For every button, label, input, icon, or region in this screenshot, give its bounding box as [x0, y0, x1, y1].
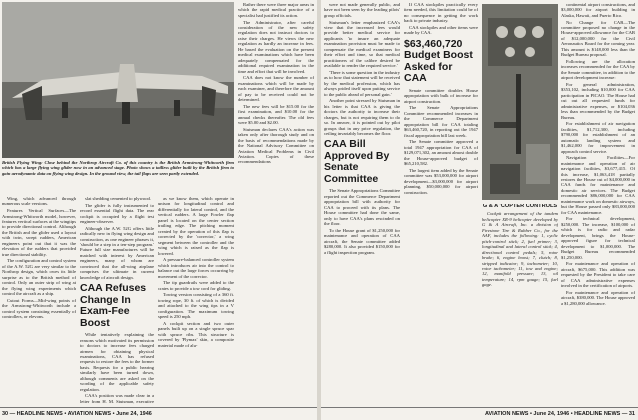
- paragraph: No Change for CAB—The committee proposed no change in the House-approved allowance for the CAB of $12,000,000 for the Civil Aeronautics Board for the coming year. This amount is $148,000 less than the Budget Bureau proposal.: [561, 19, 635, 58]
- paragraph: The new fees will be $15.00 for the first examination, and $10.00 for the annual checks thereafter. The old fees were $5.00 and $2.00.: [238, 103, 314, 126]
- copter-caption: [482, 204, 558, 404]
- paragraph: The tip guardrails were added to the crates to provide a tow cord for gliding.: [158, 280, 234, 291]
- paragraph: were not made generally public, and have not been seen by the leading pilots' group officials.: [324, 2, 400, 18]
- left-footer: 30 — HEADLINE NEWS • AVIATION NEWS • June 24, 1946: [2, 411, 152, 417]
- paragraph: Cutout Forms—Mid-wing points of the Armstrong-Whitworth include a control system consisting essentially of controllers, or elevons.: [2, 297, 76, 320]
- right-column-2: [404, 2, 478, 198]
- right-column-1: [324, 2, 400, 404]
- copter-controls-photo: [482, 4, 558, 200]
- right-column-4: [561, 2, 635, 404]
- paragraph: Another point stressed by Stutsman in his letter is that CAA is giving the doctors the authority to increase their charges, but is not requiring them to do so. In answer, it is pointed out by pilot groups that in any price regulation, the ceiling invariably becomes the floor.: [324, 98, 400, 136]
- headline-exam-fee: CAA Refuses Change In Exam-Fee Boost: [80, 282, 147, 329]
- caption-text: Cockpit arrangement of the tandem helicopter XR-9 helicopter developed by G & A Aircraft, Inc. a division of Firestone Tire & Rubber Co., for the AAF, includes the following: 1, cyclic pitch-control stick; 2, fuel primer; 3, longitudinal and lateral control stick; 4, directional control pedals; 5, rotor brake; 6, engine boost; 7, clutch; 8, stripped indicator; 9, tachometer; 10, rotor tachometer; 11, tow and engine; 12, manifold pressure; 13, oil temperature; 14, rpm gauge; 15, fuel gage.: [482, 211, 558, 288]
- paragraph: The Senate Appropriations Committee reported out the Commerce Department appropriation bill with authority for CAA to proceed with its plans. The House committee had done the same, only to have CAA's plans rescinded on the floor.: [324, 188, 400, 227]
- copter-cockpit-image: [482, 4, 558, 200]
- paragraph: CAA's position was made clear in a letter from H. M. Stutsman, executive: [80, 393, 154, 404]
- right-page: [321, 0, 638, 420]
- paragraph: The configuration and control system of the A.W. 52G are very similar to the Northrop design, which owes its little surprise as to the British method of control. Only an outer strip of wing at the flying wing experiments which control the aircraft as a ship.: [2, 258, 76, 297]
- left-column-4: [238, 2, 314, 402]
- paragraph: The largest item added by the Senate committee was $53,000,000 for airport development—$3,000,000 for airport planning, $50,000,000 for airport construction.: [404, 167, 478, 195]
- footer-rule: [321, 407, 638, 408]
- headline-caa-bill: CAA Bill Approved By Senate Committee: [324, 138, 390, 185]
- paragraph: 'There is some question in the industry as to how that statement will be received by the medical profession, which has always prided itself upon putting service to the public ahead of personal gain.': [324, 69, 400, 97]
- paragraph: continental airport constructions, and $3,000,000 for airport building in Alaska, Hawaii, and Puerto Rico.: [561, 2, 635, 18]
- flying-wing-image: [2, 2, 234, 158]
- left-column-1: [2, 196, 76, 404]
- left-column-2: [80, 196, 154, 404]
- paragraph: as we know them, which operate in unison for longitudinal control and differentially for lateral control, and the vertical rudders. A large Fowler flap panel is located on the center section trailing edge. The pitching moment created by the operation of this flap is corrected by the 'corrector,' a wing segment between the controller and the wing which is raised as the flap is lowered.: [158, 196, 234, 256]
- right-footer: AVIATION NEWS • June 24, 1946 • HEADLINE NEWS — 31: [484, 411, 635, 417]
- paragraph: Stutsman declares CAA's action was taken only after thorough study and on the basis of recommendations made by the National Advisory Committee on Aviation Medical Problems in Civil Aviation. Copies of these recommendations: [238, 126, 314, 165]
- paragraph: While tentatively explaining the reasons which motivated its permission to doctors to increase fees charged airmen for obtaining physical examinations, CAA has refused requests to restore the fees to the former basis. Requests for a public hearing similarly have been turned down, although comments are asked on the wording of the applicable safety regulation.: [80, 332, 154, 392]
- paragraph: The Senate Appropriations Committee recommended increases in the Commerce Department appropriation bill for CAA totaling $63,460,720, in reporting out the 1947 fiscal appropriation bill last week.: [404, 105, 478, 138]
- paragraph: For technical development, $250,000. The increase, $100,000 of which is for radio and radar development, brings the House-approved figure for technical development to $1,000,000. The Budget Bureau recommended $1,250,000.: [561, 216, 635, 260]
- paragraph: Stutsman's letter emphasized CAA's view that the increased fees would provide better medical service for applicants 'to insure an adequate examination provision must be made to compensate the medical examiners for their effort and time, so that medical practitioners of the calibre desired be available to render the required service.': [324, 19, 400, 69]
- caption-text: British Flying Wing: Close behind the Northrop Aircraft Co. of this country is the British Armstrong-Whitworth firm which has a large flying wing glider now in an advanced stage. Photo shows a tailless glider built by the British firm to gain aerodynamic data on flying wing design. In the ground view, the tail flaps are seen partly extended.: [2, 160, 234, 176]
- flying-wing-photo: [2, 2, 234, 158]
- paragraph: If CAA stockpiles practically every item needed, this limitation could be of no consequence in getting the work back to private industry.: [404, 2, 478, 24]
- paragraph: The glider is fully instrumented to record essential flight data. The rear cockpit is occupied by a flight test engineer-observer.: [80, 202, 154, 224]
- paragraph: A cockpit section and two outer panels built up on a single spruce spar with spruce ribs. This structure is covered by 'Plymax' skin, a composite material made of alu-: [158, 320, 234, 348]
- paragraph: Towing version consisting of a 360 ft. towing rope, 30 ft. of which is divided and attached to the wing tips in a V configuration. The maximum towing speed is 250 mph.: [158, 292, 234, 320]
- paragraph: Navigation Facilities—For maintenance and operation of air navigation facilities, $3,677,415. Of this increase, $1,063,418 partially restores the House cut of $4,000,000 in CAA funds for maintenance and domestic air services. The Budget recommended $86,000,000 for CAA maintenance work on domestic airways, but the House passed only $83,000,000 for CAA maintenance.: [561, 155, 635, 215]
- paragraph: For maintenance and operation of aircraft, $675,000. This addition was requested by the President to take care of CAA administrative expenses involved in the certification of airports.: [561, 261, 635, 288]
- paragraph: The Senate committee approved a total 1947 appropriation for CAA of $129,071,302, an amount almost double the House-approved budget of $65,210,582.: [404, 139, 478, 167]
- footer-rule: [0, 407, 317, 408]
- paragraph: For maintenance and operation of aircraft, $380,000. The House approved a $1,280,000 allowance.: [561, 289, 635, 306]
- paragraph: CAA does not know the number of examinations which will be made by each examiner, and therefore the amount of pay to be received could not be determined.: [238, 75, 314, 103]
- paragraph: For general administration, $353,102, including $10,000 for CAA participation in PICAO. The House had cut out all requested funds for administrative expenses, or $104,036 less than recommended by the Budget Bureau.: [561, 81, 635, 120]
- flying-wing-caption: [2, 160, 234, 176]
- left-column-3: [158, 196, 234, 404]
- paragraph: To the House grant of $1,250,000 for maintenance and operation of CAA aircraft, the Senate committee added $280,000. It also provided $150,000 for a flight inspection program.: [324, 227, 400, 255]
- paragraph: Rather there were three major areas in which the rapid medical practice of a specialist had justified its action.: [238, 2, 314, 18]
- paragraph: Although the A.W. 52G offers little radically new in flying wing design and construction, as one engineer phrases it, 'should be a step in a ten-step program.' Future full size manufactures will be matched with interest by American engineers, many of whom are convinced that the all-wing airplane comprises the ultimate in current knowledge of aircraft design.: [80, 225, 154, 280]
- left-page: [0, 0, 317, 420]
- paragraph: CAA stockpiles and other items were made by CAA.: [404, 25, 478, 36]
- paragraph: Senate committee doubles House appropriation with bulk of increase for airport construction.: [404, 87, 478, 104]
- copter-caption-title: G & A 'COPTER CONTROLS: [482, 204, 558, 209]
- headline-budget: $63,460,720 Budget Boost Asked for CAA: [404, 37, 473, 85]
- paragraph: Following are the allocation increases recommended for the CAA by the Senate committee, in addition to the airport development increase:: [561, 58, 635, 81]
- paragraph: For establishment of air navigation facilities, $1,712,300, including $790,000 for establishment of an automatic landing system and $1,462,000 for improvement in approach control service.: [561, 121, 635, 154]
- paragraph: Features Vertical Surfaces—The Armstrong-Whitworth model, however, features vertical surfaces at the wingtips to provide directional control. Although the British and the glider used a layout with twin, swept rudders, American engineers point out that it was the elevation of the rudders that provided true directional stability.: [2, 208, 76, 257]
- paragraph: Wing, which advanced through numerous scale versions.: [2, 196, 76, 207]
- paragraph: slat shedding cemented to plywood.: [85, 196, 151, 201]
- paragraph: The Administrator, after careful consideration of the new safety regulation does not instruct doctors to raise their charges. He views the new regulation as hardly an increase in fees. He based the evaluation on the present medical examinations which have been adequately compensated for the additional required examination in the time and effort that will be involved.: [238, 19, 314, 74]
- paragraph: A pressure-balanced controller system which introduces air into the control to balance out the large forces occurring by movement of the corrector.: [158, 257, 234, 279]
